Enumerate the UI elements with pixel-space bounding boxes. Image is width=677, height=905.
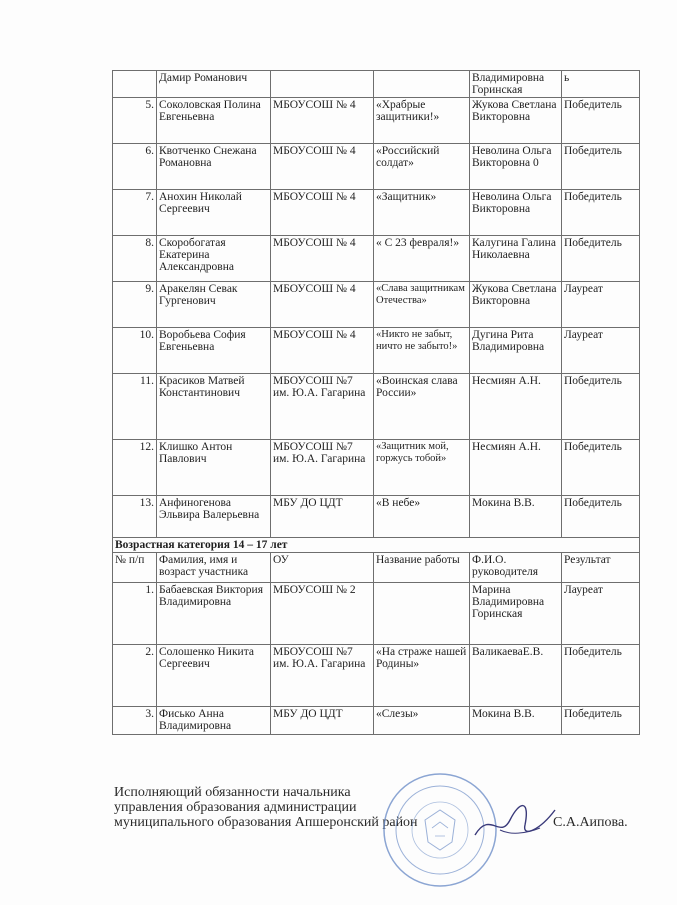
- category-row: [113, 538, 640, 553]
- header-result: Результат: [562, 553, 640, 583]
- header-teacher: Ф.И.О. руководителя: [470, 553, 562, 583]
- cell-name: Бабаевская Виктория Владимировна: [157, 583, 271, 645]
- cell-result: Победитель: [562, 496, 640, 538]
- cell-num: 7.: [113, 190, 157, 236]
- cell-num: 2.: [113, 645, 157, 707]
- cell-teacher: Жукова Светлана Викторовна: [470, 282, 562, 328]
- cell-name: Аракелян Севак Гургенович: [157, 282, 271, 328]
- position-line-2: управления образования администрации: [114, 800, 357, 815]
- cell-result: Победитель: [562, 374, 640, 440]
- cell-num: 8.: [113, 236, 157, 282]
- cell-result: Победитель: [562, 144, 640, 190]
- cell-name: Солошенко Никита Сергеевич: [157, 645, 271, 707]
- table-row: [113, 440, 640, 496]
- cell-num: 1.: [113, 583, 157, 645]
- cell-school: МБОУСОШ № 4: [271, 144, 374, 190]
- cell-name: Квотченко Снежана Романовна: [157, 144, 271, 190]
- cell-work: «Воинская слава России»: [374, 374, 470, 440]
- cell-name: Анохин Николай Сергеевич: [157, 190, 271, 236]
- signer-name: С.А.Аипова.: [553, 815, 628, 830]
- cell-teacher: Владимировна Горинская: [470, 71, 562, 98]
- cell-school: МБОУСОШ №7 им. Ю.А. Гагарина: [271, 440, 374, 496]
- cell-name: Скоробогатая Екатерина Александровна: [157, 236, 271, 282]
- cell-teacher: Мокина В.В.: [470, 496, 562, 538]
- cell-teacher: Жукова Светлана Викторовна: [470, 98, 562, 144]
- cell-teacher: Марина Владимировна Горинская: [470, 583, 562, 645]
- header-name: Фамилия, имя и возраст участника: [157, 553, 271, 583]
- table-row: [113, 496, 640, 538]
- cell-work: «Храбрые защитники!»: [374, 98, 470, 144]
- cell-result: Победитель: [562, 645, 640, 707]
- cell-school: МБОУСОШ № 2: [271, 583, 374, 645]
- cell-work: «В небе»: [374, 496, 470, 538]
- cell-school: МБОУСОШ № 4: [271, 190, 374, 236]
- table-row: [113, 707, 640, 735]
- cell-teacher: Неволина Ольга Викторовна: [470, 190, 562, 236]
- cell-work: «Защитник мой, горжусь тобой»: [374, 440, 470, 496]
- category-label: Возрастная категория 14 – 17 лет: [113, 538, 640, 553]
- cell-name: Фисько Анна Владимировна: [157, 707, 271, 735]
- cell-teacher: Несмиян А.Н.: [470, 440, 562, 496]
- cell-num: 13.: [113, 496, 157, 538]
- table-row: [113, 144, 640, 190]
- cell-result: Победитель: [562, 236, 640, 282]
- header-num: № п/п: [113, 553, 157, 583]
- cell-name: Клишко Антон Павлович: [157, 440, 271, 496]
- cell-school: МБОУСОШ № 4: [271, 328, 374, 374]
- cell-result: Лауреат: [562, 282, 640, 328]
- table-row: [113, 583, 640, 645]
- cell-work: [374, 71, 470, 98]
- cell-name: Воробьева София Евгеньевна: [157, 328, 271, 374]
- table-row: [113, 645, 640, 707]
- cell-result: Победитель: [562, 190, 640, 236]
- header-work: Название работы: [374, 553, 470, 583]
- cell-school: МБОУСОШ № 4: [271, 236, 374, 282]
- cell-work: « С 23 февраля!»: [374, 236, 470, 282]
- table-row: [113, 98, 640, 144]
- table-row: [113, 236, 640, 282]
- cell-result: Лауреат: [562, 328, 640, 374]
- table-row: [113, 190, 640, 236]
- cell-work: «На страже нашей Родины»: [374, 645, 470, 707]
- cell-school: МБОУСОШ № 4: [271, 282, 374, 328]
- table-row: [113, 374, 640, 440]
- cell-teacher: Калугина Галина Николаевна: [470, 236, 562, 282]
- cell-school: МБОУСОШ № 4: [271, 98, 374, 144]
- cell-teacher: Дугина Рита Владимировна: [470, 328, 562, 374]
- cell-work: «Слезы»: [374, 707, 470, 735]
- table-row: [113, 328, 640, 374]
- cell-num: 11.: [113, 374, 157, 440]
- signature-block: [114, 785, 418, 830]
- cell-result: Лауреат: [562, 583, 640, 645]
- cell-num: 12.: [113, 440, 157, 496]
- cell-school: МБУ ДО ЦДТ: [271, 707, 374, 735]
- cell-school: МБОУСОШ №7 им. Ю.А. Гагарина: [271, 374, 374, 440]
- cell-result: Победитель: [562, 98, 640, 144]
- cell-num: 6.: [113, 144, 157, 190]
- cell-school: МБУ ДО ЦДТ: [271, 496, 374, 538]
- cell-name: Дамир Романович: [157, 71, 271, 98]
- cell-school: МБОУСОШ №7 им. Ю.А. Гагарина: [271, 645, 374, 707]
- cell-result: Победитель: [562, 440, 640, 496]
- cell-work: [374, 583, 470, 645]
- cell-result: Победитель: [562, 707, 640, 735]
- table-row: [113, 282, 640, 328]
- handwritten-signature-icon: [470, 790, 560, 850]
- cell-teacher: ВаликаеваЕ.В.: [470, 645, 562, 707]
- table-body-bottom: [113, 583, 640, 735]
- cell-teacher: Неволина Ольга Викторовна 0: [470, 144, 562, 190]
- results-table: [112, 70, 640, 735]
- cell-result: ь: [562, 71, 640, 98]
- cell-num: 5.: [113, 98, 157, 144]
- cell-work: «Никто не забыт, ничто не забыто!»: [374, 328, 470, 374]
- cell-num: 3.: [113, 707, 157, 735]
- cell-work: «Защитник»: [374, 190, 470, 236]
- table-body-top: [113, 71, 640, 538]
- cell-num: 10.: [113, 328, 157, 374]
- cell-school: [271, 71, 374, 98]
- cell-work: «Российский солдат»: [374, 144, 470, 190]
- cell-name: Красиков Матвей Константинович: [157, 374, 271, 440]
- cell-teacher: Мокина В.В.: [470, 707, 562, 735]
- cell-work: «Слава защитникам Отечества»: [374, 282, 470, 328]
- position-line-1: Исполняющий обязанности начальника: [114, 785, 351, 800]
- cell-num: [113, 71, 157, 98]
- table-row: [113, 71, 640, 98]
- position-line-3: муниципального образования Апшеронский район: [114, 815, 418, 830]
- cell-name: Соколовская Полина Евгеньевна: [157, 98, 271, 144]
- cell-teacher: Несмиян А.Н.: [470, 374, 562, 440]
- cell-num: 9.: [113, 282, 157, 328]
- cell-name: Анфиногенова Эльвира Валерьевна: [157, 496, 271, 538]
- header-school: ОУ: [271, 553, 374, 583]
- header-row: [113, 553, 640, 583]
